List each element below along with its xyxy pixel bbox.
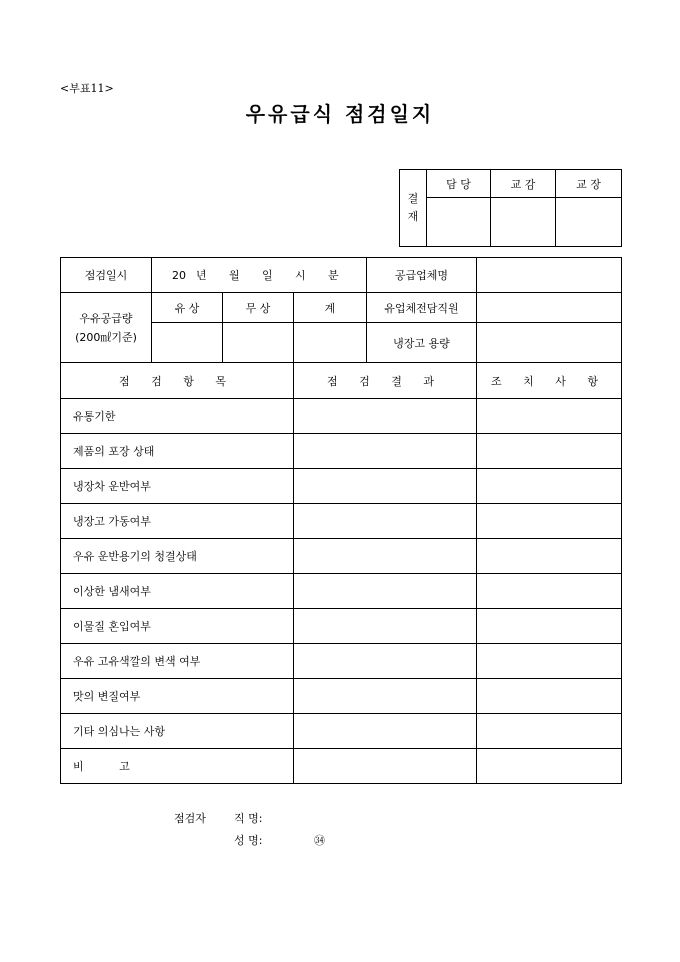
action-cell[interactable] xyxy=(477,434,622,469)
paid-label: 유 상 xyxy=(152,293,223,323)
check-item-label: 제품의 포장 상태 xyxy=(61,434,294,469)
check-item-label: 유통기한 xyxy=(61,399,294,434)
check-item-label: 비 고 xyxy=(61,749,294,784)
supplier-value[interactable] xyxy=(477,258,622,293)
date-day-unit: 일 xyxy=(262,269,273,282)
action-cell[interactable] xyxy=(477,574,622,609)
supplier-label: 공급업체명 xyxy=(367,258,477,293)
action-cell[interactable] xyxy=(477,504,622,539)
approval-sign-principal[interactable] xyxy=(556,198,622,247)
check-item-label: 우유 고유색깔의 변색 여부 xyxy=(61,644,294,679)
check-result-cell[interactable] xyxy=(294,609,477,644)
table-row xyxy=(61,504,622,539)
date-month-unit: 월 xyxy=(229,269,240,282)
action-cell[interactable] xyxy=(477,539,622,574)
check-result-cell[interactable] xyxy=(294,679,477,714)
check-item-label: 우유 운반용기의 청결상태 xyxy=(61,539,294,574)
date-row xyxy=(61,258,622,293)
supply-label-line1: 우유공급량 xyxy=(79,311,133,325)
approval-label-top: 결 xyxy=(407,192,419,205)
check-item-label: 냉장고 가동여부 xyxy=(61,504,294,539)
action-cell[interactable] xyxy=(477,399,622,434)
header-check-result: 점 검 결 과 xyxy=(294,363,477,399)
approval-label xyxy=(400,170,427,247)
table-row xyxy=(61,749,622,784)
supply-label-line2: (200㎖기준) xyxy=(75,330,137,344)
check-result-cell[interactable] xyxy=(294,504,477,539)
approval-col-manager: 담 당 xyxy=(427,170,491,198)
inspector-label: 점검자 xyxy=(174,812,206,825)
approval-sign-manager[interactable] xyxy=(427,198,491,247)
staff-value[interactable] xyxy=(477,293,622,323)
total-value[interactable] xyxy=(294,323,367,363)
check-result-cell[interactable] xyxy=(294,399,477,434)
document-label: <부표11> xyxy=(60,82,114,95)
fridge-value[interactable] xyxy=(477,323,622,363)
check-item-label: 기타 의심나는 사항 xyxy=(61,714,294,749)
check-item-label: 맛의 변질여부 xyxy=(61,679,294,714)
approval-col-vice-principal: 교 감 xyxy=(491,170,556,198)
table-row xyxy=(61,679,622,714)
table-row xyxy=(61,539,622,574)
staff-label: 유업체전담직원 xyxy=(367,293,477,323)
inspector-position-label: 직 명: xyxy=(234,812,263,825)
check-result-cell[interactable] xyxy=(294,434,477,469)
date-minute-unit: 분 xyxy=(328,269,339,282)
check-item-label: 이상한 냄새여부 xyxy=(61,574,294,609)
approval-sign-vice-principal[interactable] xyxy=(491,198,556,247)
table-row xyxy=(61,399,622,434)
header-action: 조 치 사 항 xyxy=(477,363,622,399)
header-check-item: 점 검 항 목 xyxy=(61,363,294,399)
free-label: 무 상 xyxy=(223,293,294,323)
date-label: 점검일시 xyxy=(61,258,152,293)
table-row xyxy=(61,469,622,504)
fridge-label: 냉장고 용량 xyxy=(367,323,477,363)
table-row xyxy=(61,714,622,749)
inspection-table xyxy=(60,257,622,784)
check-item-label: 냉장차 운반여부 xyxy=(61,469,294,504)
approval-label-bottom: 재 xyxy=(407,210,419,223)
date-year-unit: 년 xyxy=(196,269,207,282)
action-cell[interactable] xyxy=(477,714,622,749)
date-hour-unit: 시 xyxy=(295,269,306,282)
action-cell[interactable] xyxy=(477,679,622,714)
seal-icon: ㉞ xyxy=(314,834,325,847)
table-row xyxy=(61,644,622,679)
inspector-name-label: 성 명: xyxy=(234,834,263,847)
inspector-block xyxy=(174,810,384,854)
total-label: 계 xyxy=(294,293,367,323)
table-row xyxy=(61,574,622,609)
check-result-cell[interactable] xyxy=(294,714,477,749)
approval-box xyxy=(399,169,622,247)
check-item-label: 이물질 혼입여부 xyxy=(61,609,294,644)
action-cell[interactable] xyxy=(477,644,622,679)
date-year-prefix: 20 xyxy=(172,269,186,282)
approval-col-principal: 교 장 xyxy=(556,170,622,198)
check-result-cell[interactable] xyxy=(294,749,477,784)
checklist-header-row xyxy=(61,363,622,399)
paid-value[interactable] xyxy=(152,323,223,363)
check-result-cell[interactable] xyxy=(294,644,477,679)
supply-label xyxy=(61,293,152,363)
document-title: 우유급식 점검일지 xyxy=(245,102,435,126)
action-cell[interactable] xyxy=(477,749,622,784)
check-result-cell[interactable] xyxy=(294,469,477,504)
action-cell[interactable] xyxy=(477,609,622,644)
check-result-cell[interactable] xyxy=(294,574,477,609)
free-value[interactable] xyxy=(223,323,294,363)
action-cell[interactable] xyxy=(477,469,622,504)
check-result-cell[interactable] xyxy=(294,539,477,574)
date-value[interactable] xyxy=(152,258,367,293)
table-row xyxy=(61,609,622,644)
table-row xyxy=(61,434,622,469)
